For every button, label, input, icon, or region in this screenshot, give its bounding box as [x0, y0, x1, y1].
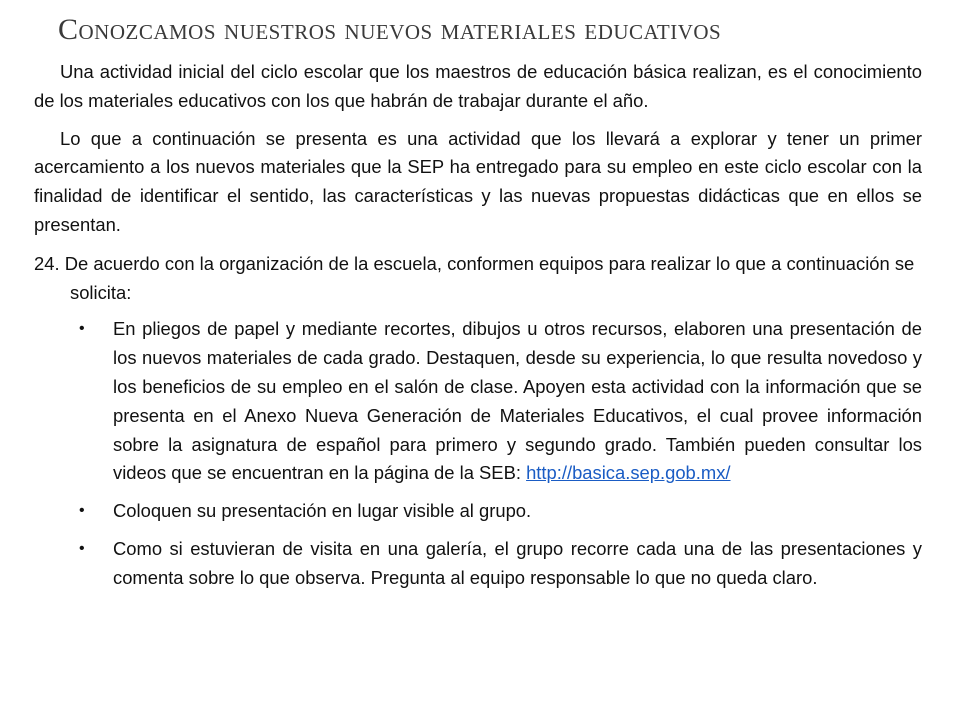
bullet-text: Coloquen su presentación en lugar visible al grupo. — [113, 500, 532, 522]
bullet-text: Como si estuvieran de visita en una galería, el grupo recorre cada una de las presentaciones y comenta sobre lo que observa. Pregunta al equipo responsable lo que no queda claro. — [113, 537, 922, 588]
page-title: Conozcamos nuestros nuevos materiales educativos — [58, 13, 722, 46]
bullet-item-2 — [34, 497, 922, 526]
item-number: 24. — [34, 252, 60, 274]
bullet-item-1 — [34, 315, 922, 488]
numbered-item-24 — [34, 250, 922, 308]
bullet-list — [34, 315, 922, 592]
intro-paragraph-2: Lo que a continuación se presenta es una actividad que los llevará a explorar y tener un primer acercamiento a los nuevos materiales que la SEP ha entregado para su empleo en este ciclo escolar con la finalidad de identificar el sentido, las características y las nuevas propuestas didácticas que en ellos se presentan. — [34, 127, 922, 235]
bullet-item-3 — [34, 535, 922, 593]
item-text: De acuerdo con la organización de la escuela, conformen equipos para realizar lo que a continuación se solicita: — [64, 252, 915, 303]
intro-paragraph-1: Una actividad inicial del ciclo escolar que los maestros de educación básica realizan, es el conocimiento de los materiales educativos con los que habrán de trabajar durante el año. — [34, 61, 922, 111]
seb-link[interactable]: http://basica.sep.gob.mx/ — [526, 462, 731, 484]
document-body — [34, 58, 922, 602]
bullet-icon: • — [79, 502, 85, 520]
bullet-icon: • — [79, 539, 85, 557]
bullet-text: En pliegos de papel y mediante recortes, dibujos u otros recursos, elaboren una presentación de los nuevos materiales de cada grado. Destaquen, desde su experiencia, lo que resulta novedoso y los beneficios de su empleo en el salón de clase. Apoyen esta actividad con la información que se presenta en el Anexo Nueva Generación de Materiales Educativos, el cual provee información sobre la asignatura de español para primero y segundo grado. También pueden consultar los videos que se encuentran en la página de la SEB: — [113, 318, 922, 484]
bullet-icon: • — [79, 320, 85, 338]
